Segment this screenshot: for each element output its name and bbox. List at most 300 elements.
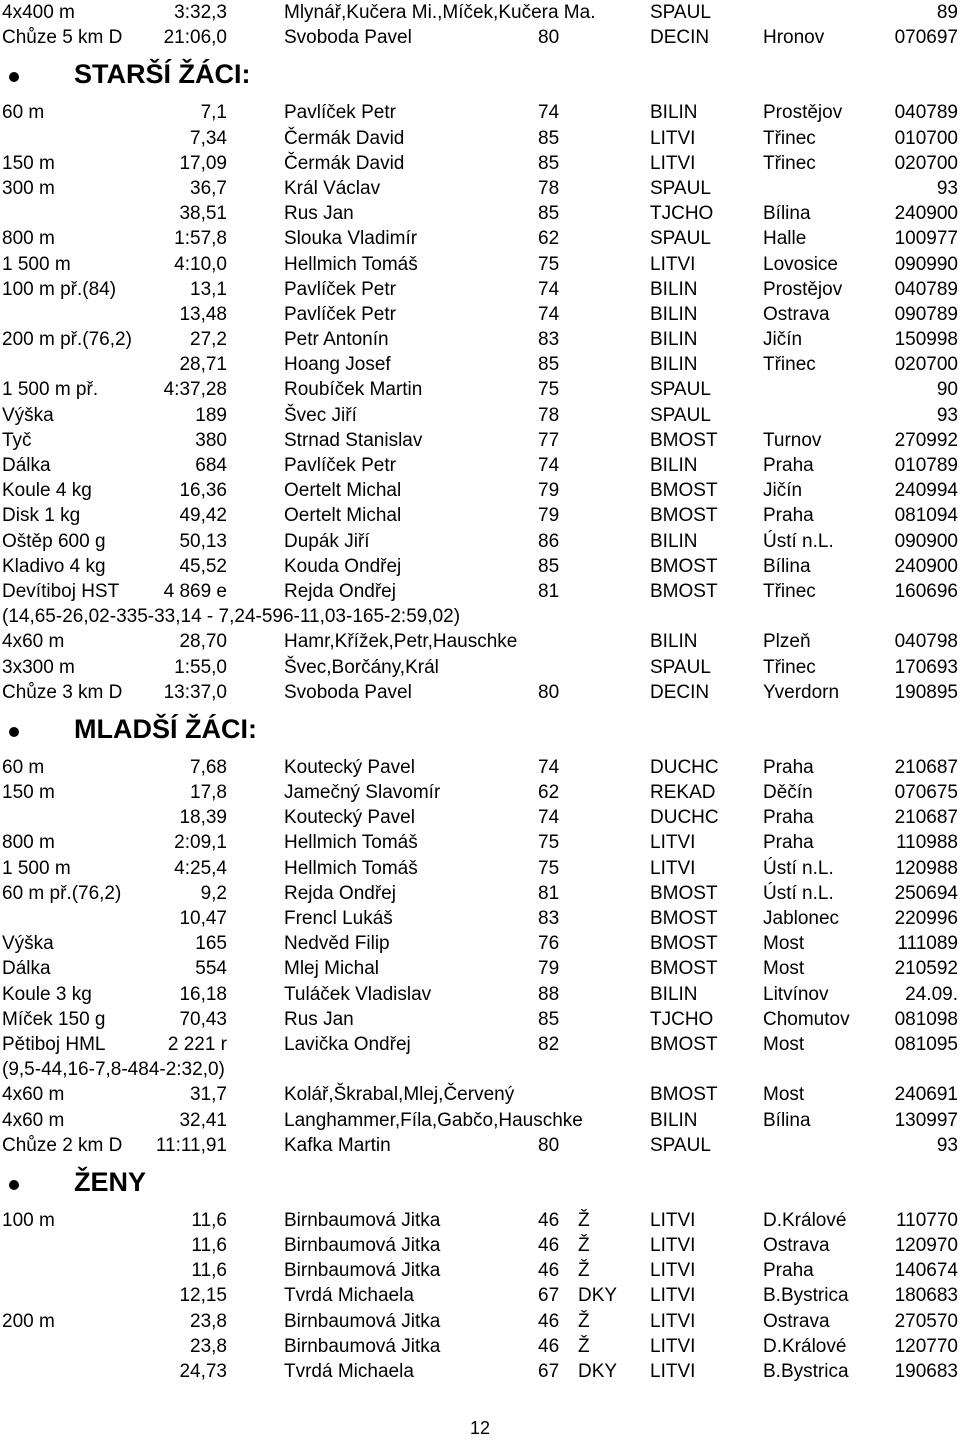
- discipline-cell: Chůze 3 km D: [2, 681, 123, 703]
- birth-year-cell: 74: [538, 303, 560, 325]
- birth-year-cell: 85: [538, 354, 560, 376]
- result-value-cell: 31,7: [190, 1084, 227, 1106]
- athlete-name-cell: Koutecký Pavel: [284, 807, 415, 829]
- birth-year-cell: 86: [538, 530, 560, 552]
- result-row: [0, 453, 960, 478]
- athlete-name-cell: Svoboda Pavel: [284, 681, 412, 703]
- discipline-cell: Oštěp 600 g: [2, 530, 106, 552]
- date-cell: 100977: [894, 228, 958, 250]
- birth-year-cell: 62: [538, 228, 560, 250]
- venue-cell: Jablonec: [763, 908, 840, 929]
- date-cell: 130997: [894, 1109, 958, 1131]
- club-cell: BILIN: [650, 1109, 698, 1131]
- club-cell: BMOST: [650, 1084, 718, 1106]
- discipline-cell: Disk 1 kg: [2, 505, 81, 527]
- category-cell: Ž: [578, 1335, 590, 1357]
- section-title: ŽENY: [74, 1166, 147, 1197]
- athlete-name-cell: Rus Jan: [284, 1008, 354, 1030]
- date-cell: 081094: [894, 505, 958, 527]
- result-row: [0, 1334, 960, 1359]
- birth-year-cell: 78: [538, 177, 560, 199]
- venue-cell: Ústí n.L.: [763, 882, 834, 904]
- date-cell: 111089: [897, 933, 958, 955]
- club-cell: BILIN: [650, 455, 698, 476]
- result-value-cell: 3:32,3: [174, 2, 227, 23]
- date-cell: 93: [936, 1134, 958, 1156]
- date-cell: 210687: [894, 756, 958, 778]
- athlete-name-cell: Birnbaumová Jitka: [284, 1235, 441, 1257]
- birth-year-cell: 85: [538, 203, 560, 225]
- venue-cell: Bílina: [763, 1109, 811, 1131]
- result-value-cell: 16,36: [179, 480, 227, 502]
- venue-cell: Yverdorn: [763, 681, 840, 703]
- athlete-name-cell: Nedvěd Filip: [284, 933, 390, 955]
- discipline-cell: Dálka: [2, 958, 51, 980]
- club-cell: LITVI: [650, 1285, 696, 1307]
- date-cell: 190683: [894, 1361, 958, 1382]
- club-cell: LITVI: [650, 152, 696, 174]
- club-cell: BILIN: [650, 530, 698, 552]
- result-value-cell: 2:09,1: [174, 832, 227, 854]
- result-row: [0, 403, 960, 428]
- bullet-icon: [9, 727, 19, 737]
- venue-cell: Most: [763, 958, 805, 980]
- birth-year-cell: 74: [538, 455, 560, 476]
- club-cell: LITVI: [650, 832, 696, 854]
- discipline-cell: 4x60 m: [2, 631, 65, 653]
- section-heading: [0, 705, 960, 755]
- discipline-cell: 60 m: [2, 756, 45, 778]
- birth-year-cell: 88: [538, 983, 560, 1005]
- result-value-cell: 18,39: [179, 807, 227, 829]
- club-cell: BMOST: [650, 505, 718, 527]
- result-value-cell: 13,48: [179, 303, 227, 325]
- result-value-cell: 380: [195, 429, 227, 451]
- athlete-name-cell: Oertelt Michal: [284, 480, 402, 502]
- club-cell: LITVI: [650, 1335, 696, 1357]
- venue-cell: Třinec: [763, 580, 816, 602]
- birth-year-cell: 46: [538, 1335, 560, 1357]
- date-cell: 010789: [894, 455, 958, 476]
- club-cell: BILIN: [650, 102, 698, 124]
- result-row: [0, 25, 960, 50]
- category-cell: Ž: [578, 1209, 590, 1231]
- result-row: [0, 1283, 960, 1308]
- discipline-cell: 60 m př.(76,2): [2, 882, 122, 904]
- result-value-cell: 684: [195, 455, 227, 476]
- birth-year-cell: 78: [538, 404, 560, 426]
- birth-year-cell: 80: [538, 1134, 560, 1156]
- athlete-name-cell: Frencl Lukáš: [284, 908, 393, 929]
- result-value-cell: 4:10,0: [174, 253, 227, 275]
- club-cell: BMOST: [650, 908, 718, 929]
- date-cell: 140674: [894, 1260, 958, 1282]
- date-cell: 240691: [894, 1084, 958, 1106]
- date-cell: 93: [936, 177, 958, 199]
- date-cell: 110770: [896, 1209, 958, 1231]
- discipline-cell: 1 500 m př.: [2, 379, 99, 401]
- venue-cell: Třinec: [763, 127, 816, 149]
- discipline-cell: 100 m př.(84): [2, 278, 117, 300]
- result-row: [0, 579, 960, 604]
- section-heading: [0, 50, 960, 100]
- discipline-cell: 1 500 m: [2, 857, 71, 879]
- category-cell: Ž: [578, 1260, 590, 1282]
- date-cell: 190895: [894, 681, 958, 703]
- athlete-name-cell: Pavlíček Petr: [284, 102, 396, 124]
- birth-year-cell: 74: [538, 102, 560, 124]
- result-value-cell: 27,2: [190, 329, 227, 351]
- result-row: [0, 478, 960, 503]
- category-cell: Ž: [578, 1235, 590, 1257]
- birth-year-cell: 81: [538, 580, 560, 602]
- club-cell: DECIN: [650, 27, 710, 49]
- result-value-cell: 13,1: [190, 278, 227, 300]
- result-value-cell: 28,70: [179, 631, 227, 653]
- result-row: [0, 629, 960, 654]
- birth-year-cell: 75: [538, 832, 560, 854]
- discipline-cell: 1 500 m: [2, 253, 71, 275]
- athlete-name-cell: Kouda Ondřej: [284, 555, 402, 577]
- birth-year-cell: 46: [538, 1310, 560, 1332]
- page-number: 12: [469, 1418, 491, 1438]
- birth-year-cell: 76: [538, 933, 560, 955]
- result-value-cell: 11,6: [191, 1209, 227, 1231]
- birth-year-cell: 81: [538, 882, 560, 904]
- venue-cell: Hronov: [763, 27, 825, 49]
- club-cell: BMOST: [650, 429, 718, 451]
- venue-cell: Ostrava: [763, 1235, 830, 1257]
- birth-year-cell: 77: [538, 429, 560, 451]
- result-row: [0, 655, 960, 680]
- venue-cell: Praha: [763, 807, 814, 829]
- club-cell: LITVI: [650, 1310, 696, 1332]
- bullet-icon: [9, 72, 19, 82]
- result-row: [0, 503, 960, 528]
- athlete-name-cell: Hellmich Tomáš: [284, 857, 418, 879]
- venue-cell: Prostějov: [763, 278, 843, 300]
- result-row: [0, 1233, 960, 1258]
- discipline-cell: 4x60 m: [2, 1084, 65, 1106]
- venue-cell: Praha: [763, 1260, 814, 1282]
- birth-year-cell: 85: [538, 555, 560, 577]
- result-row: [0, 327, 960, 352]
- birth-year-cell: 74: [538, 807, 560, 829]
- result-row: [0, 830, 960, 855]
- birth-year-cell: 83: [538, 908, 560, 929]
- birth-year-cell: 85: [538, 152, 560, 174]
- result-value-cell: 12,15: [179, 1285, 227, 1307]
- category-cell: Ž: [578, 1310, 590, 1332]
- athlete-name-cell: Hamr,Křížek,Petr,Hauschke: [284, 631, 518, 653]
- venue-cell: Třinec: [763, 656, 816, 678]
- club-cell: SPAUL: [650, 177, 711, 199]
- birth-year-cell: 75: [538, 379, 560, 401]
- birth-year-cell: 67: [538, 1361, 560, 1382]
- athlete-name-cell: Hoang Josef: [284, 354, 391, 376]
- birth-year-cell: 79: [538, 480, 560, 502]
- venue-cell: Třinec: [763, 152, 816, 174]
- athlete-name-cell: Kafka Martin: [284, 1134, 391, 1156]
- venue-cell: Ústí n.L.: [763, 530, 834, 552]
- result-row: [0, 1309, 960, 1334]
- result-value-cell: 554: [195, 958, 227, 980]
- birth-year-cell: 46: [538, 1209, 560, 1231]
- club-cell: BMOST: [650, 933, 718, 955]
- result-value-cell: 50,13: [179, 530, 227, 552]
- discipline-cell: Tyč: [2, 429, 32, 451]
- result-value-cell: 13:37,0: [163, 681, 227, 703]
- date-cell: 110988: [896, 832, 958, 854]
- date-cell: 090990: [894, 253, 958, 275]
- venue-cell: Most: [763, 933, 805, 955]
- date-cell: 93: [936, 404, 958, 426]
- date-cell: 150998: [894, 329, 958, 351]
- club-cell: LITVI: [650, 1209, 696, 1231]
- club-cell: BMOST: [650, 958, 718, 980]
- birth-year-cell: 75: [538, 253, 560, 275]
- split-results-note: (14,65-26,02-335-33,14 - 7,24-596-11,03-165-2:59,02): [2, 606, 461, 628]
- venue-cell: Litvínov: [763, 983, 829, 1005]
- result-value-cell: 11,6: [191, 1235, 227, 1257]
- date-cell: 240994: [894, 480, 958, 502]
- venue-cell: Praha: [763, 455, 814, 476]
- result-value-cell: 23,8: [190, 1335, 227, 1357]
- birth-year-cell: 79: [538, 505, 560, 527]
- discipline-cell: 800 m: [2, 832, 55, 854]
- athlete-name-cell: Hellmich Tomáš: [284, 253, 418, 275]
- club-cell: SPAUL: [650, 228, 711, 250]
- section-title: STARŠÍ ŽÁCI:: [74, 59, 251, 90]
- club-cell: BMOST: [650, 580, 718, 602]
- venue-cell: Bílina: [763, 555, 811, 577]
- result-row: [0, 856, 960, 881]
- athlete-name-cell: Kolář,Škrabal,Mlej,Červený: [284, 1084, 515, 1106]
- date-cell: 220996: [894, 908, 958, 929]
- date-cell: 081095: [894, 1033, 958, 1055]
- venue-cell: Turnov: [763, 429, 822, 451]
- result-value-cell: 17,09: [179, 152, 227, 174]
- venue-cell: Most: [763, 1084, 805, 1106]
- result-value-cell: 11,6: [191, 1260, 227, 1282]
- club-cell: BMOST: [650, 555, 718, 577]
- club-cell: TJCHO: [650, 1008, 714, 1030]
- birth-year-cell: 83: [538, 329, 560, 351]
- club-cell: BILIN: [650, 354, 698, 376]
- result-value-cell: 17,8: [190, 782, 227, 804]
- result-row: [0, 151, 960, 176]
- discipline-cell: Dálka: [2, 455, 51, 476]
- club-cell: BILIN: [650, 303, 698, 325]
- result-value-cell: 32,41: [179, 1109, 227, 1131]
- result-value-cell: 21:06,0: [163, 27, 227, 49]
- venue-cell: Ústí n.L.: [763, 857, 834, 879]
- result-value-cell: 11:11,91: [155, 1134, 227, 1156]
- venue-cell: D.Králové: [763, 1335, 847, 1357]
- result-row: [0, 428, 960, 453]
- athlete-name-cell: Birnbaumová Jitka: [284, 1260, 441, 1282]
- result-row: [0, 126, 960, 151]
- venue-cell: D.Králové: [763, 1209, 847, 1231]
- discipline-cell: 800 m: [2, 228, 55, 250]
- result-value-cell: 7,68: [190, 756, 227, 778]
- venue-cell: Praha: [763, 756, 814, 778]
- date-cell: 210592: [894, 958, 958, 980]
- athlete-name-cell: Jamečný Slavomír: [284, 782, 441, 804]
- venue-cell: Most: [763, 1033, 805, 1055]
- category-cell: DKY: [578, 1285, 618, 1307]
- result-row: [0, 931, 960, 956]
- birth-year-cell: 80: [538, 681, 560, 703]
- birth-year-cell: 67: [538, 1285, 560, 1307]
- athlete-name-cell: Švec Jiří: [284, 404, 357, 426]
- result-value-cell: 70,43: [179, 1008, 227, 1030]
- athlete-name-cell: Birnbaumová Jitka: [284, 1209, 441, 1231]
- venue-cell: Chomutov: [763, 1008, 850, 1030]
- discipline-cell: Koule 4 kg: [2, 480, 92, 502]
- club-cell: BMOST: [650, 1033, 718, 1055]
- club-cell: BMOST: [650, 480, 718, 502]
- split-results-note: (9,5-44,16-7,8-484-2:32,0): [2, 1059, 225, 1081]
- date-cell: 270992: [894, 429, 958, 451]
- result-value-cell: 38,51: [179, 203, 227, 225]
- venue-cell: Ostrava: [763, 303, 830, 325]
- athlete-name-cell: Švec,Borčány,Král: [284, 656, 439, 678]
- result-value-cell: 9,2: [200, 882, 227, 904]
- result-row: [0, 352, 960, 377]
- discipline-cell: 150 m: [2, 782, 55, 804]
- venue-cell: Jičín: [763, 480, 803, 502]
- result-row: [0, 277, 960, 302]
- result-value-cell: 16,18: [179, 983, 227, 1005]
- club-cell: BILIN: [650, 278, 698, 300]
- discipline-cell: 60 m: [2, 102, 45, 124]
- venue-cell: Ostrava: [763, 1310, 830, 1332]
- result-row: [0, 956, 960, 981]
- result-row: [0, 226, 960, 251]
- date-cell: 270570: [894, 1310, 958, 1332]
- venue-cell: Halle: [763, 228, 807, 250]
- athlete-name-cell: Tvrdá Michaela: [284, 1285, 414, 1307]
- athlete-name-cell: Tuláček Vladislav: [284, 983, 432, 1005]
- club-cell: BILIN: [650, 983, 698, 1005]
- discipline-cell: Devítiboj HST: [2, 580, 120, 602]
- result-value-cell: 28,71: [179, 354, 227, 376]
- birth-year-cell: 75: [538, 857, 560, 879]
- result-note-row: [0, 1057, 960, 1082]
- result-row: [0, 906, 960, 931]
- birth-year-cell: 80: [538, 27, 560, 49]
- date-cell: 120988: [894, 857, 958, 879]
- discipline-cell: 300 m: [2, 177, 55, 199]
- date-cell: 180683: [894, 1285, 958, 1307]
- birth-year-cell: 74: [538, 278, 560, 300]
- result-value-cell: 36,7: [190, 177, 227, 199]
- discipline-cell: Míček 150 g: [2, 1008, 106, 1030]
- discipline-cell: 4x60 m: [2, 1109, 65, 1131]
- club-cell: TJCHO: [650, 203, 714, 225]
- club-cell: LITVI: [650, 253, 696, 275]
- athlete-name-cell: Lavička Ondřej: [284, 1033, 411, 1055]
- date-cell: 090900: [894, 530, 958, 552]
- athlete-name-cell: Birnbaumová Jitka: [284, 1335, 441, 1357]
- result-row: [0, 377, 960, 402]
- result-row: [0, 176, 960, 201]
- club-cell: LITVI: [650, 127, 696, 149]
- result-value-cell: 24,73: [179, 1361, 227, 1382]
- result-row: [0, 1108, 960, 1133]
- club-cell: BILIN: [650, 631, 698, 653]
- athlete-name-cell: Koutecký Pavel: [284, 756, 415, 778]
- venue-cell: Praha: [763, 832, 814, 854]
- venue-cell: B.Bystrica: [763, 1285, 849, 1307]
- club-cell: SPAUL: [650, 656, 711, 678]
- result-row: [0, 680, 960, 705]
- result-row: [0, 1258, 960, 1283]
- athlete-name-cell: Dupák Jiří: [284, 530, 370, 552]
- athlete-name-cell: Oertelt Michal: [284, 505, 402, 527]
- club-cell: LITVI: [650, 1361, 696, 1382]
- result-value-cell: 1:55,0: [174, 656, 227, 678]
- athlete-name-cell: Mlej Michal: [284, 958, 380, 980]
- result-row: [0, 0, 960, 25]
- discipline-cell: 3x300 m: [2, 656, 75, 678]
- athlete-name-cell: Čermák David: [284, 127, 405, 149]
- club-cell: DUCHC: [650, 807, 719, 829]
- discipline-cell: Pětiboj HML: [2, 1033, 106, 1055]
- result-row: [0, 1133, 960, 1158]
- discipline-cell: 150 m: [2, 152, 55, 174]
- result-value-cell: 23,8: [190, 1310, 227, 1332]
- birth-year-cell: 62: [538, 782, 560, 804]
- discipline-cell: Chůze 2 km D: [2, 1134, 123, 1156]
- club-cell: LITVI: [650, 857, 696, 879]
- section-heading: [0, 1158, 960, 1208]
- result-row: [0, 881, 960, 906]
- result-row: [0, 302, 960, 327]
- result-value-cell: 45,52: [179, 555, 227, 577]
- birth-year-cell: 82: [538, 1033, 560, 1055]
- date-cell: 070697: [894, 27, 958, 49]
- athlete-name-cell: Tvrdá Michaela: [284, 1361, 414, 1382]
- athlete-name-cell: Pavlíček Petr: [284, 303, 396, 325]
- athlete-name-cell: Birnbaumová Jitka: [284, 1310, 441, 1332]
- venue-cell: Praha: [763, 505, 814, 527]
- discipline-cell: Chůze 5 km D: [2, 27, 123, 49]
- discipline-cell: 100 m: [2, 1209, 55, 1231]
- birth-year-cell: 79: [538, 958, 560, 980]
- birth-year-cell: 46: [538, 1235, 560, 1257]
- athlete-name-cell: Rejda Ondřej: [284, 882, 396, 904]
- date-cell: 210687: [894, 807, 958, 829]
- athlete-name-cell: Slouka Vladimír: [284, 228, 418, 250]
- athlete-name-cell: Roubíček Martin: [284, 379, 423, 401]
- discipline-cell: 4x400 m: [2, 2, 75, 23]
- birth-year-cell: 85: [538, 127, 560, 149]
- club-cell: SPAUL: [650, 404, 711, 426]
- result-row: [0, 1032, 960, 1057]
- athlete-name-cell: Rus Jan: [284, 203, 354, 225]
- discipline-cell: Výška: [2, 933, 54, 955]
- club-cell: BMOST: [650, 882, 718, 904]
- result-value-cell: 1:57,8: [174, 228, 227, 250]
- athlete-name-cell: Rejda Ondřej: [284, 580, 396, 602]
- venue-cell: Prostějov: [763, 102, 843, 124]
- venue-cell: Plzeň: [763, 631, 811, 653]
- result-row: [0, 1082, 960, 1107]
- result-row: [0, 201, 960, 226]
- result-value-cell: 4:25,4: [174, 857, 227, 879]
